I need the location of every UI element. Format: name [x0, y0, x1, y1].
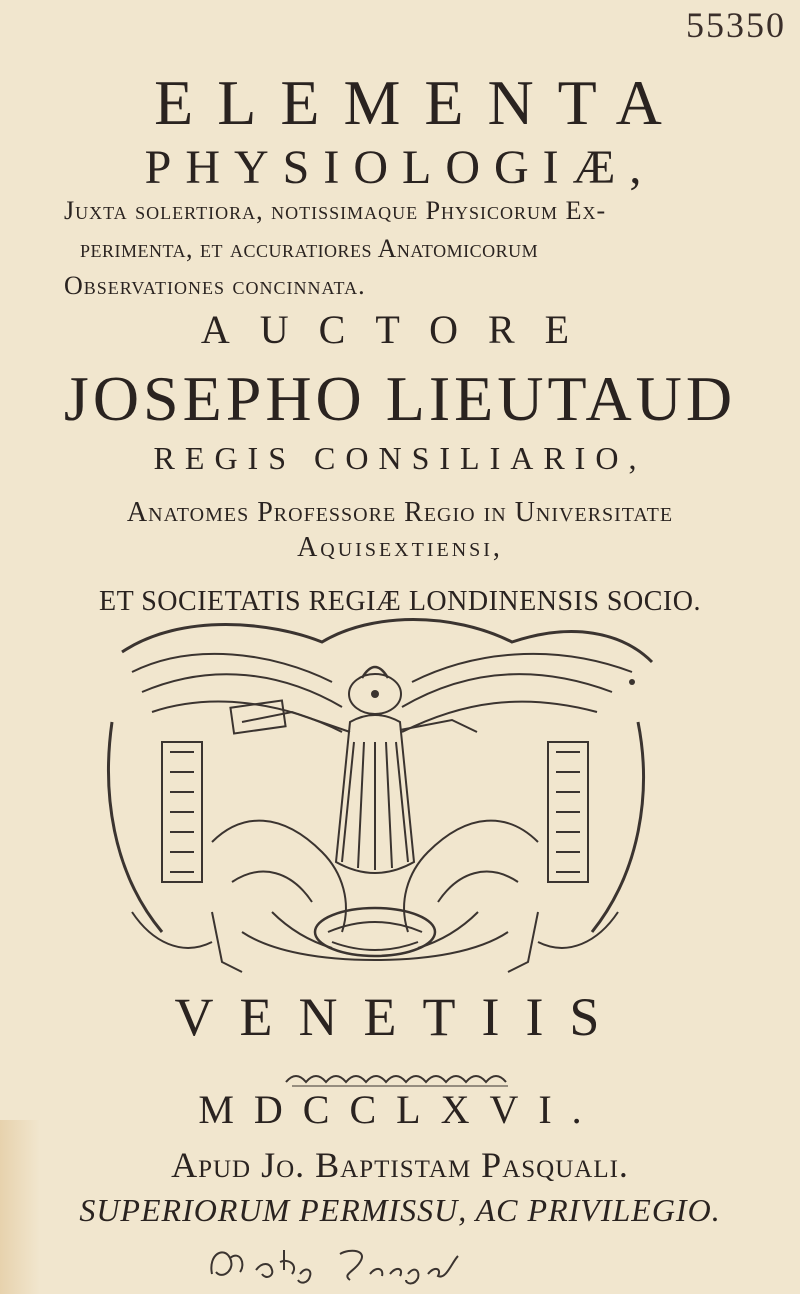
description-line-3: Observationes concinnata.	[64, 271, 366, 300]
book-subtitle: PHYSIOLOGIÆ,	[144, 141, 656, 194]
printers-device-engraving	[92, 612, 658, 982]
author-title: REGIS CONSILIARIO,	[153, 440, 647, 476]
imprint-year: MDCCLXVI.	[198, 1087, 602, 1132]
university-name: Aquisextiensi,	[297, 532, 503, 563]
imprint-printer: Apud Jo. Baptistam Pasquali.	[171, 1145, 629, 1185]
imprint-place: VENETIIS	[174, 987, 626, 1047]
shelfmark: 55350	[686, 5, 786, 45]
book-title: ELEMENTA	[154, 67, 686, 138]
society-membership: ET SOCIETATIS REGIÆ LONDINENSIS SOCIO.	[99, 586, 701, 617]
author-position: Anatomes Professore Regio in Universitate	[126, 497, 674, 528]
imprint-privilege: SUPERIORUM PERMISSU, AC PRIVILEGIO.	[79, 1192, 721, 1228]
description-line-1: Juxta solertiora, notissimaque Physicorum Ex-	[64, 196, 607, 225]
description-line-2: perimenta, et accuratiores Anatomicorum	[80, 234, 539, 263]
auctore-label: AUCTORE	[200, 307, 600, 352]
ownership-signature	[200, 1240, 480, 1290]
author-name: JOSEPHO LIEUTAUD	[63, 363, 737, 434]
